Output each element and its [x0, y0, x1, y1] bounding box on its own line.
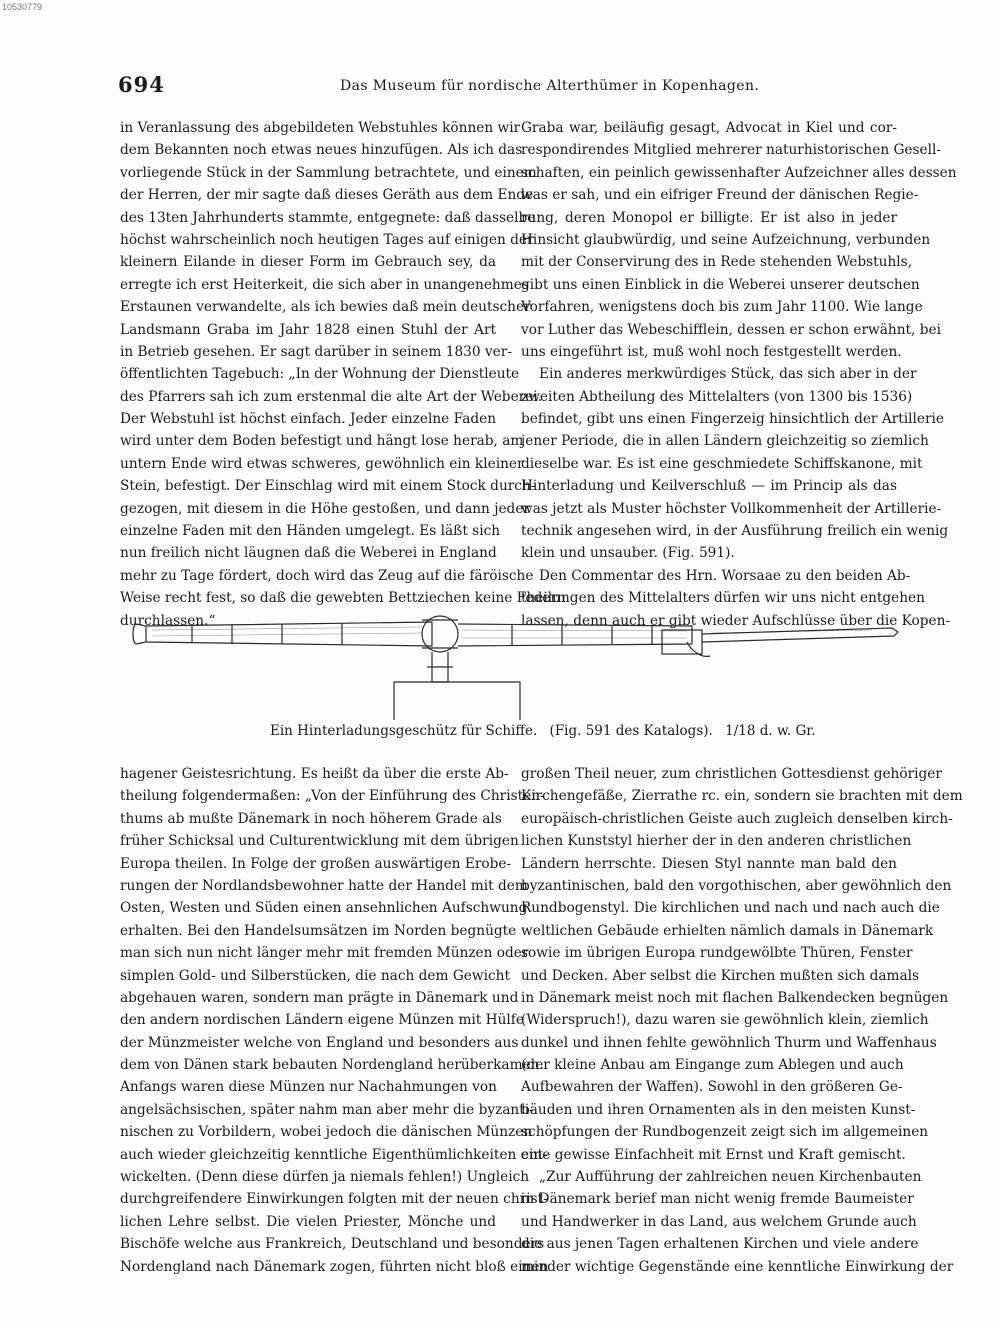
text-line: eine gewisse Einfachheit mit Ernst und Kraft gemischt.: [521, 1146, 906, 1163]
text-line: „Zur Aufführung der zahlreichen neuen Kirchenbauten: [539, 1169, 922, 1186]
text-line: dem von Dänen stark bebauten Nordengland herüberkamen.: [120, 1057, 544, 1074]
column-right-lower: [521, 763, 963, 1278]
text-line: Bischöfe welche aus Frankreich, Deutschland und besonders: [120, 1236, 545, 1253]
text-line: europäisch-christlichen Geiste auch zugleich denselben kirch-: [521, 810, 953, 827]
text-line: einzelne Faden mit den Händen umgelegt. Es läßt sich: [120, 523, 501, 540]
figure-caption: [270, 723, 816, 739]
text-line: angelsächsischen, später nahm man aber mehr die byzanti-: [120, 1101, 534, 1118]
text-line: hagener Geistesrichtung. Es heißt da über die erste Ab-: [120, 766, 509, 782]
text-line: dunkel und ihnen fehlte gewöhnlich Thurm und Waffenhaus: [521, 1034, 937, 1051]
text-line: gezogen, mit diesem in die Höhe gestoßen, und dann jeder: [120, 500, 530, 517]
text-line: die aus jenen Tagen erhaltenen Kirchen und viele andere: [521, 1236, 919, 1253]
caption-title: Ein Hinterladungsgeschütz für Schiffe.: [270, 723, 538, 739]
text-line: des Pfarrers sah ich zum erstenmal die alte Art der Weberei.: [120, 388, 543, 405]
text-line: Aufbewahren der Waffen). Sowohl in den größeren Ge-: [521, 1079, 903, 1096]
text-line: früher Schicksal und Culturentwicklung mit dem übrigen: [120, 833, 519, 850]
caption-scale: 1/18 d. w. Gr.: [725, 723, 816, 739]
column-right-upper: [521, 117, 957, 632]
text-line: vorliegende Stück in der Sammlung betrachtete, und einem: [120, 164, 537, 181]
text-line: Kirchengefäße, Zierrathe rc. ein, sondern sie brachten mit dem: [521, 788, 963, 805]
text-line: erregte ich erst Heiterkeit, die sich aber in unangenehmes: [120, 276, 529, 293]
text-line: vor Luther das Webeschifflein, dessen er schon erwähnt, bei: [521, 321, 941, 338]
text-line: durchlassen.“: [120, 612, 216, 629]
text-line: Ein anderes merkwürdiges Stück, das sich aber in der: [539, 366, 917, 383]
text-line: Erstaunen verwandelte, als ich bewies daß mein deutscher: [120, 299, 531, 316]
text-line: nun freilich nicht läugnen daß die Weberei in England: [120, 545, 497, 562]
text-line: nischen zu Vorbildern, wobei jedoch die dänischen Münzen: [120, 1124, 533, 1141]
text-line: thums ab mußte Dänemark in noch höherem Grade als: [120, 810, 502, 827]
text-line: schaften, ein peinlich gewissenhafter Aufzeichner alles dessen: [521, 164, 957, 181]
text-line: und Decken. Aber selbst die Kirchen mußten sich damals: [521, 967, 920, 984]
scan-id-stamp: 10530779: [2, 2, 43, 12]
text-line: jener Periode, die in allen Ländern gleichzeitig so ziemlich: [521, 433, 929, 450]
text-line: in Veranlassung des abgebildeten Webstuhles können wir: [120, 120, 521, 136]
text-line: in Dänemark meist noch mit flachen Balkendecken begnügen: [521, 989, 949, 1006]
text-line: Graba war, beiläufig gesagt, Advocat in Kiel und cor-: [521, 120, 897, 136]
text-line: öffentlichten Tagebuch: „In der Wohnung der Dienstleute: [120, 366, 520, 383]
text-line: Stein, befestigt. Der Einschlag wird mit einem Stock durch-: [120, 478, 536, 495]
text-line: Den Commentar des Hrn. Worsaae zu den beiden Ab-: [539, 567, 911, 584]
text-line: dem Bekannten noch etwas neues hinzufügen. Als ich das: [120, 142, 523, 159]
text-line: sowie im übrigen Europa rundgewölbte Thüren, Fenster: [521, 945, 913, 962]
text-line: den andern nordischen Ländern eigene Münzen mit Hülfe: [120, 1012, 524, 1029]
text-line: Der Webstuhl ist höchst einfach. Jeder einzelne Faden: [120, 411, 497, 428]
text-line: gibt uns einen Einblick in die Weberei unserer deutschen: [521, 276, 920, 293]
text-line: lassen, denn auch er gibt wieder Aufschlüsse über die Kopen-: [521, 612, 951, 629]
text-line: der Münzmeister welche von England und besonders aus: [120, 1034, 519, 1051]
text-line: wird unter dem Boden befestigt und hängt lose herab, am: [120, 433, 524, 450]
column-left-lower: [120, 763, 549, 1278]
text-line: Hinterladung und Keilverschluß — im Princip als das: [521, 478, 897, 495]
text-line: untern Ende wird etwas schweres, gewöhnlich ein kleiner: [120, 455, 524, 472]
text-line: lichen Lehre selbst. Die vielen Priester, Mönche und: [120, 1213, 496, 1230]
running-head: Das Museum für nordische Alterthümer in Kopenhagen.: [340, 78, 760, 94]
text-line: auch wieder gleichzeitig kenntliche Eigenthümlichkeiten ent-: [120, 1146, 548, 1163]
text-line: klein und unsauber. (Fig. 591).: [521, 545, 735, 562]
text-line: uns eingeführt ist, muß wohl noch festgestellt werden.: [521, 343, 902, 360]
text-line: schöpfungen der Rundbogenzeit zeigt sich im allgemeinen: [521, 1124, 929, 1141]
text-line: minder wichtige Gegenstände eine kenntliche Einwirkung der: [521, 1258, 954, 1275]
text-line: respondirendes Mitglied mehrerer naturhistorischen Gesell-: [521, 142, 942, 159]
text-line: man sich nun nicht länger mehr mit fremden Münzen oder: [120, 945, 529, 962]
text-line: Europa theilen. In Folge der großen auswärtigen Erobe-: [120, 855, 512, 872]
text-line: Ländern herrschte. Diesen Styl nannte man bald den: [521, 855, 897, 872]
text-line: Landsmann Graba im Jahr 1828 einen Stuhl der Art: [120, 321, 496, 338]
text-line: Osten, Westen und Süden einen ansehnlichen Aufschwung: [120, 900, 528, 917]
text-line: der Herren, der mir sagte daß dieses Geräth aus dem Ende: [120, 187, 534, 204]
text-line: des 13ten Jahrhunderts stammte, entgegnete: daß dasselbe: [120, 209, 536, 226]
text-line: (der kleine Anbau am Eingange zum Ablegen und auch: [521, 1057, 904, 1074]
text-line: durchgreifendere Einwirkungen folgten mit der neuen christ-: [120, 1191, 548, 1208]
caption-reference: (Fig. 591 des Katalogs).: [549, 723, 713, 739]
text-line: abgehauen waren, sondern man prägte in Dänemark und: [120, 989, 519, 1006]
page-number: 694: [118, 72, 165, 97]
text-line: theilung folgendermaßen: „Von der Einführung des Christen-: [120, 788, 545, 805]
cannon-illustration: [132, 612, 951, 720]
text-line: Anfangs waren diese Münzen nur Nachahmungen von: [120, 1079, 497, 1096]
text-line: befindet, gibt uns einen Fingerzeig hinsichtlich der Artillerie: [521, 411, 945, 428]
text-line: byzantinischen, bald den vorgothischen, aber gewöhnlich den: [521, 877, 952, 894]
text-line: Rundbogenstyl. Die kirchlichen und nach und nach auch die: [521, 900, 940, 917]
text-line: weltlichen Gebäude erhielten nämlich damals in Dänemark: [521, 922, 934, 939]
text-line: bäuden und ihren Ornamenten als in den meisten Kunst-: [521, 1101, 916, 1118]
text-line: was jetzt als Muster höchster Vollkommenheit der Artillerie-: [521, 500, 942, 517]
text-line: technik angesehen wird, in der Ausführung freilich ein wenig: [521, 523, 949, 540]
text-line: und Handwerker in das Land, aus welchem Grunde auch: [521, 1213, 917, 1230]
text-line: höchst wahrscheinlich noch heutigen Tages auf einigen der: [120, 231, 534, 248]
text-line: in Betrieb gesehen. Er sagt darüber in seinem 1830 ver-: [120, 343, 512, 360]
text-line: rung, deren Monopol er billigte. Er ist also in jeder: [521, 209, 897, 226]
text-line: lichen Kunststyl hierher der in den anderen christlichen: [521, 833, 912, 850]
text-line: wickelten. (Denn diese dürfen ja niemals fehlen!) Ungleich: [120, 1169, 530, 1186]
text-line: simplen Gold- und Silberstücken, die nach dem Gewicht: [120, 967, 510, 984]
column-left-upper: [120, 117, 566, 632]
text-line: Hinsicht glaubwürdig, und seine Aufzeichnung, verbunden: [521, 231, 931, 248]
text-line: theilungen des Mittelalters dürfen wir uns nicht entgehen: [521, 590, 925, 607]
text-line: (Widerspruch!), dazu waren sie gewöhnlich klein, ziemlich: [521, 1012, 929, 1029]
text-line: Nordengland nach Dänemark zogen, führten nicht bloß einen: [120, 1258, 549, 1275]
text-line: zweiten Abtheilung des Mittelalters (von 1300 bis 1536): [521, 388, 913, 405]
text-line: was er sah, und ein eifriger Freund der dänischen Regie-: [521, 187, 919, 204]
text-line: erhalten. Bei den Handelsumsätzen im Norden begnügte: [120, 922, 517, 939]
text-line: mehr zu Tage fördert, doch wird das Zeug auf die färöische: [120, 567, 534, 584]
text-line: in Dänemark berief man nicht wenig fremde Baumeister: [521, 1191, 914, 1208]
text-line: mit der Conservirung des in Rede stehenden Webstuhls,: [521, 254, 913, 271]
text-line: Vorfahren, wenigstens doch bis zum Jahr 1100. Wie lange: [521, 299, 923, 316]
text-line: rungen der Nordlandsbewohner hatte der Handel mit dem: [120, 877, 528, 894]
text-line: dieselbe war. Es ist eine geschmiedete Schiffskanone, mit: [521, 455, 923, 472]
text-line: Weise recht fest, so daß die gewebten Bettziechen keine Federn: [120, 590, 566, 607]
text-line: großen Theil neuer, zum christlichen Gottesdienst gehöriger: [521, 766, 942, 782]
text-line: kleinern Eilande in dieser Form im Gebrauch sey, da: [120, 254, 496, 271]
